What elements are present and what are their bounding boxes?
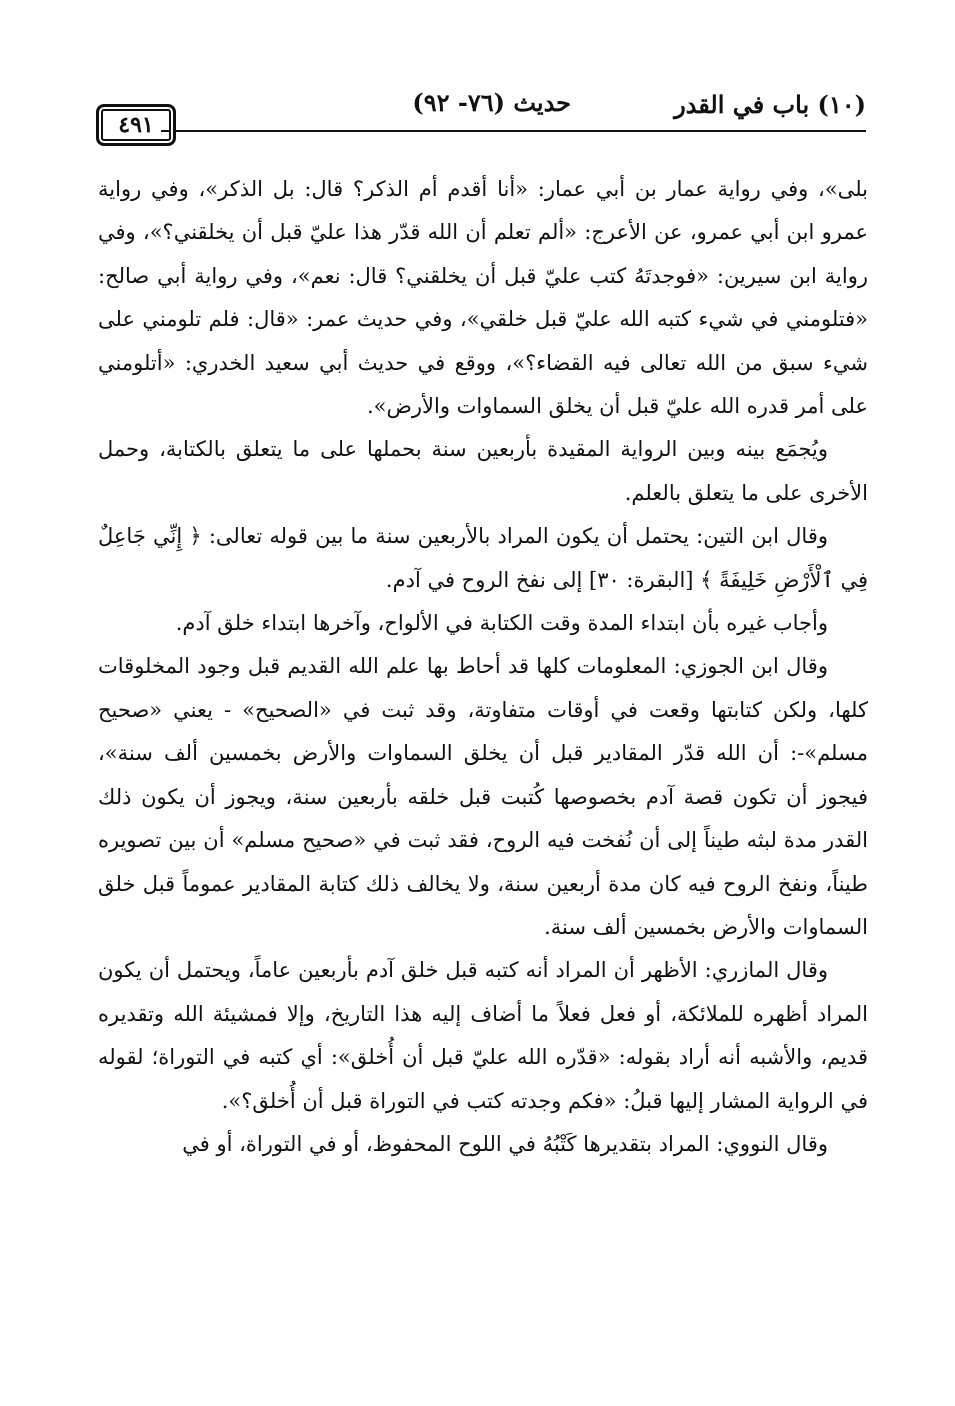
paragraph-ibn-al-tin: وقال ابن التين: يحتمل أن يكون المراد بالأربعين سنة ما بين قوله تعالى: ﴿ إِنِّي جَاعِلٌ فِي ٱلْأَرْضِ خَلِيفَةً ﴾ [البقرة: ٣٠] إلى نفخ الروح في آدم. — [98, 524, 868, 592]
page-header — [96, 84, 866, 146]
hadith-range: حديث (٧٦- ٩٢) — [412, 88, 571, 117]
paragraph-ibn-al-jawzi: وقال ابن الجوزي: المعلومات كلها قد أحاط بها علم الله القديم قبل وجود المخلوقات كلها، ولكن كتابتها وقعت في أوقات متفاوتة، وقد ثبت في «الصحيح» - يعني «صحيح مسلم»-: أن الله قدّر المقادير قبل أن يخلق السماوات والأرض بخمسين ألف سنة»، فيجوز أن تكون قصة آدم بخصوصها كُتبت قبل خلقه بأربعين سنة، ويجوز أن يكون ذلك القدر مدة لبثه طيناً إلى أن نُفخت فيه الروح، فقد ثبت في «صحيح مسلم» أن بين تصويره طيناً، ونفخ الروح فيه كان مدة أربعين سنة، ولا يخالف ذلك كتابة المقادير عموماً قبل خلق السماوات والأرض بخمسين ألف سنة. — [98, 654, 868, 939]
page-number-frame — [96, 104, 176, 146]
paragraph-other-answer: وأجاب غيره بأن ابتداء المدة وقت الكتابة في الألواح، وآخرها ابتداء خلق آدم. — [175, 611, 828, 636]
paragraph-riwayat: بلى»، وفي رواية عمار بن أبي عمار: «أنا أقدم أم الذكر؟ قال: بل الذكر»، وفي رواية عمرو ابن أبي عمرو، عن الأعرج: «ألم تعلم أن الله قدّر هذا عليّ قبل أن يخلقني؟»، وفي رواية ابن سيرين: «فوجدتَهُ كتب عليّ قبل أن يخلقني؟ قال: نعم»، وفي رواية أبي صالح: «فتلومني في شيء كتبه الله عليّ قبل خلقي»، وفي حديث عمر: «قال: فلم تلومني على شيء سبق من الله تعالى فيه القضاء؟»، ووقع في حديث أبي سعيد الخدري: «أتلومني على أمر قدره الله عليّ قبل أن يخلق السماوات والأرض». — [98, 177, 868, 419]
body-text — [98, 168, 868, 1166]
chapter-title: (١٠) باب في القدر — [674, 90, 866, 119]
paragraph-al-nawawi: وقال النووي: المراد بتقديرها كَتْبُهُ في اللوح المحفوظ، أو في التوراة، أو في — [182, 1131, 828, 1156]
page-number: ٤٩١ — [118, 112, 154, 138]
paragraph-jam: ويُجمَع بينه وبين الرواية المقيدة بأربعين سنة بحملها على ما يتعلق بالكتابة، وحمل الأخرى على ما يتعلق بالعلم. — [98, 437, 868, 505]
header-divider — [161, 130, 866, 132]
paragraph-al-mazari: وقال المازري: الأظهر أن المراد أنه كتبه قبل خلق آدم بأربعين عاماً، ويحتمل أن يكون المراد أظهره للملائكة، أو فعل فعلاً ما أضاف إليه هذا التاريخ، وإلا فمشيئة الله وتقديره قديم، والأشبه أنه أراد بقوله: «قدّره الله عليّ قبل أن أُخلق»: أي كتبه في التوراة؛ لقوله في الرواية المشار إليها قبلُ: «فكم وجدته كتب في التوراة قبل أن أُخلق؟». — [98, 958, 868, 1113]
